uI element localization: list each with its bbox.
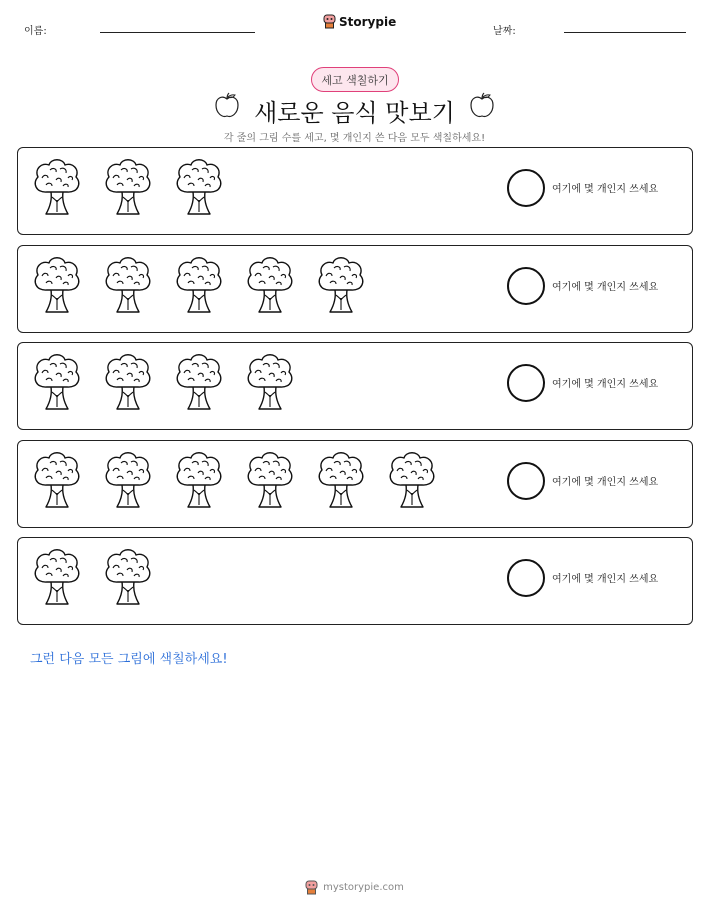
- storypie-logo: [323, 14, 396, 29]
- coloring-note: 그런 다음 모든 그림에 색칠하세요!: [30, 652, 228, 667]
- broccoli-icon: [172, 449, 226, 515]
- broccoli-icon: [101, 254, 155, 320]
- broccoli-icon: [243, 351, 297, 417]
- apple-icon-right: [469, 92, 495, 120]
- broccoli-icon: [101, 156, 155, 222]
- answer-prompt: 여기에 몇 개인지 쓰세요: [552, 282, 659, 293]
- activity-badge: 세고 색칠하기: [311, 67, 399, 92]
- footer-url: mystorypie.com: [323, 882, 404, 893]
- item-group: [30, 449, 439, 515]
- answer-circle[interactable]: [507, 364, 545, 402]
- counting-row: [17, 440, 693, 528]
- broccoli-icon: [30, 156, 84, 222]
- item-group: [30, 254, 368, 320]
- answer-prompt: 여기에 몇 개인지 쓰세요: [552, 379, 659, 390]
- date-label: 날짜:: [493, 26, 516, 37]
- broccoli-icon: [385, 449, 439, 515]
- answer-circle[interactable]: [507, 267, 545, 305]
- broccoli-icon: [172, 156, 226, 222]
- broccoli-icon: [101, 546, 155, 612]
- storypie-mascot-icon: [305, 880, 318, 895]
- broccoli-icon: [314, 449, 368, 515]
- brand-name: Storypie: [339, 14, 397, 29]
- broccoli-icon: [30, 254, 84, 320]
- name-line[interactable]: [100, 32, 255, 33]
- counting-row: [17, 342, 693, 430]
- broccoli-icon: [243, 254, 297, 320]
- counting-row: [17, 147, 693, 235]
- instructions: 각 줄의 그림 수를 세고, 몇 개인지 쓴 다음 모두 색칠하세요!: [223, 133, 486, 144]
- answer-circle[interactable]: [507, 169, 545, 207]
- footer: [0, 880, 709, 895]
- counting-row: [17, 245, 693, 333]
- storypie-mascot-icon: [323, 14, 336, 29]
- broccoli-icon: [30, 546, 84, 612]
- broccoli-icon: [101, 351, 155, 417]
- broccoli-icon: [243, 449, 297, 515]
- broccoli-icon: [30, 449, 84, 515]
- page-title: 새로운 음식 맛보기: [254, 99, 455, 127]
- broccoli-icon: [172, 351, 226, 417]
- answer-circle[interactable]: [507, 559, 545, 597]
- broccoli-icon: [314, 254, 368, 320]
- name-label: 이름:: [24, 26, 47, 37]
- item-group: [30, 546, 155, 612]
- date-line[interactable]: [564, 32, 686, 33]
- counting-row: [17, 537, 693, 625]
- answer-prompt: 여기에 몇 개인지 쓰세요: [552, 184, 659, 195]
- broccoli-icon: [172, 254, 226, 320]
- item-group: [30, 351, 297, 417]
- answer-circle[interactable]: [507, 462, 545, 500]
- broccoli-icon: [101, 449, 155, 515]
- answer-prompt: 여기에 몇 개인지 쓰세요: [552, 574, 659, 585]
- broccoli-icon: [30, 351, 84, 417]
- answer-prompt: 여기에 몇 개인지 쓰세요: [552, 477, 659, 488]
- item-group: [30, 156, 226, 222]
